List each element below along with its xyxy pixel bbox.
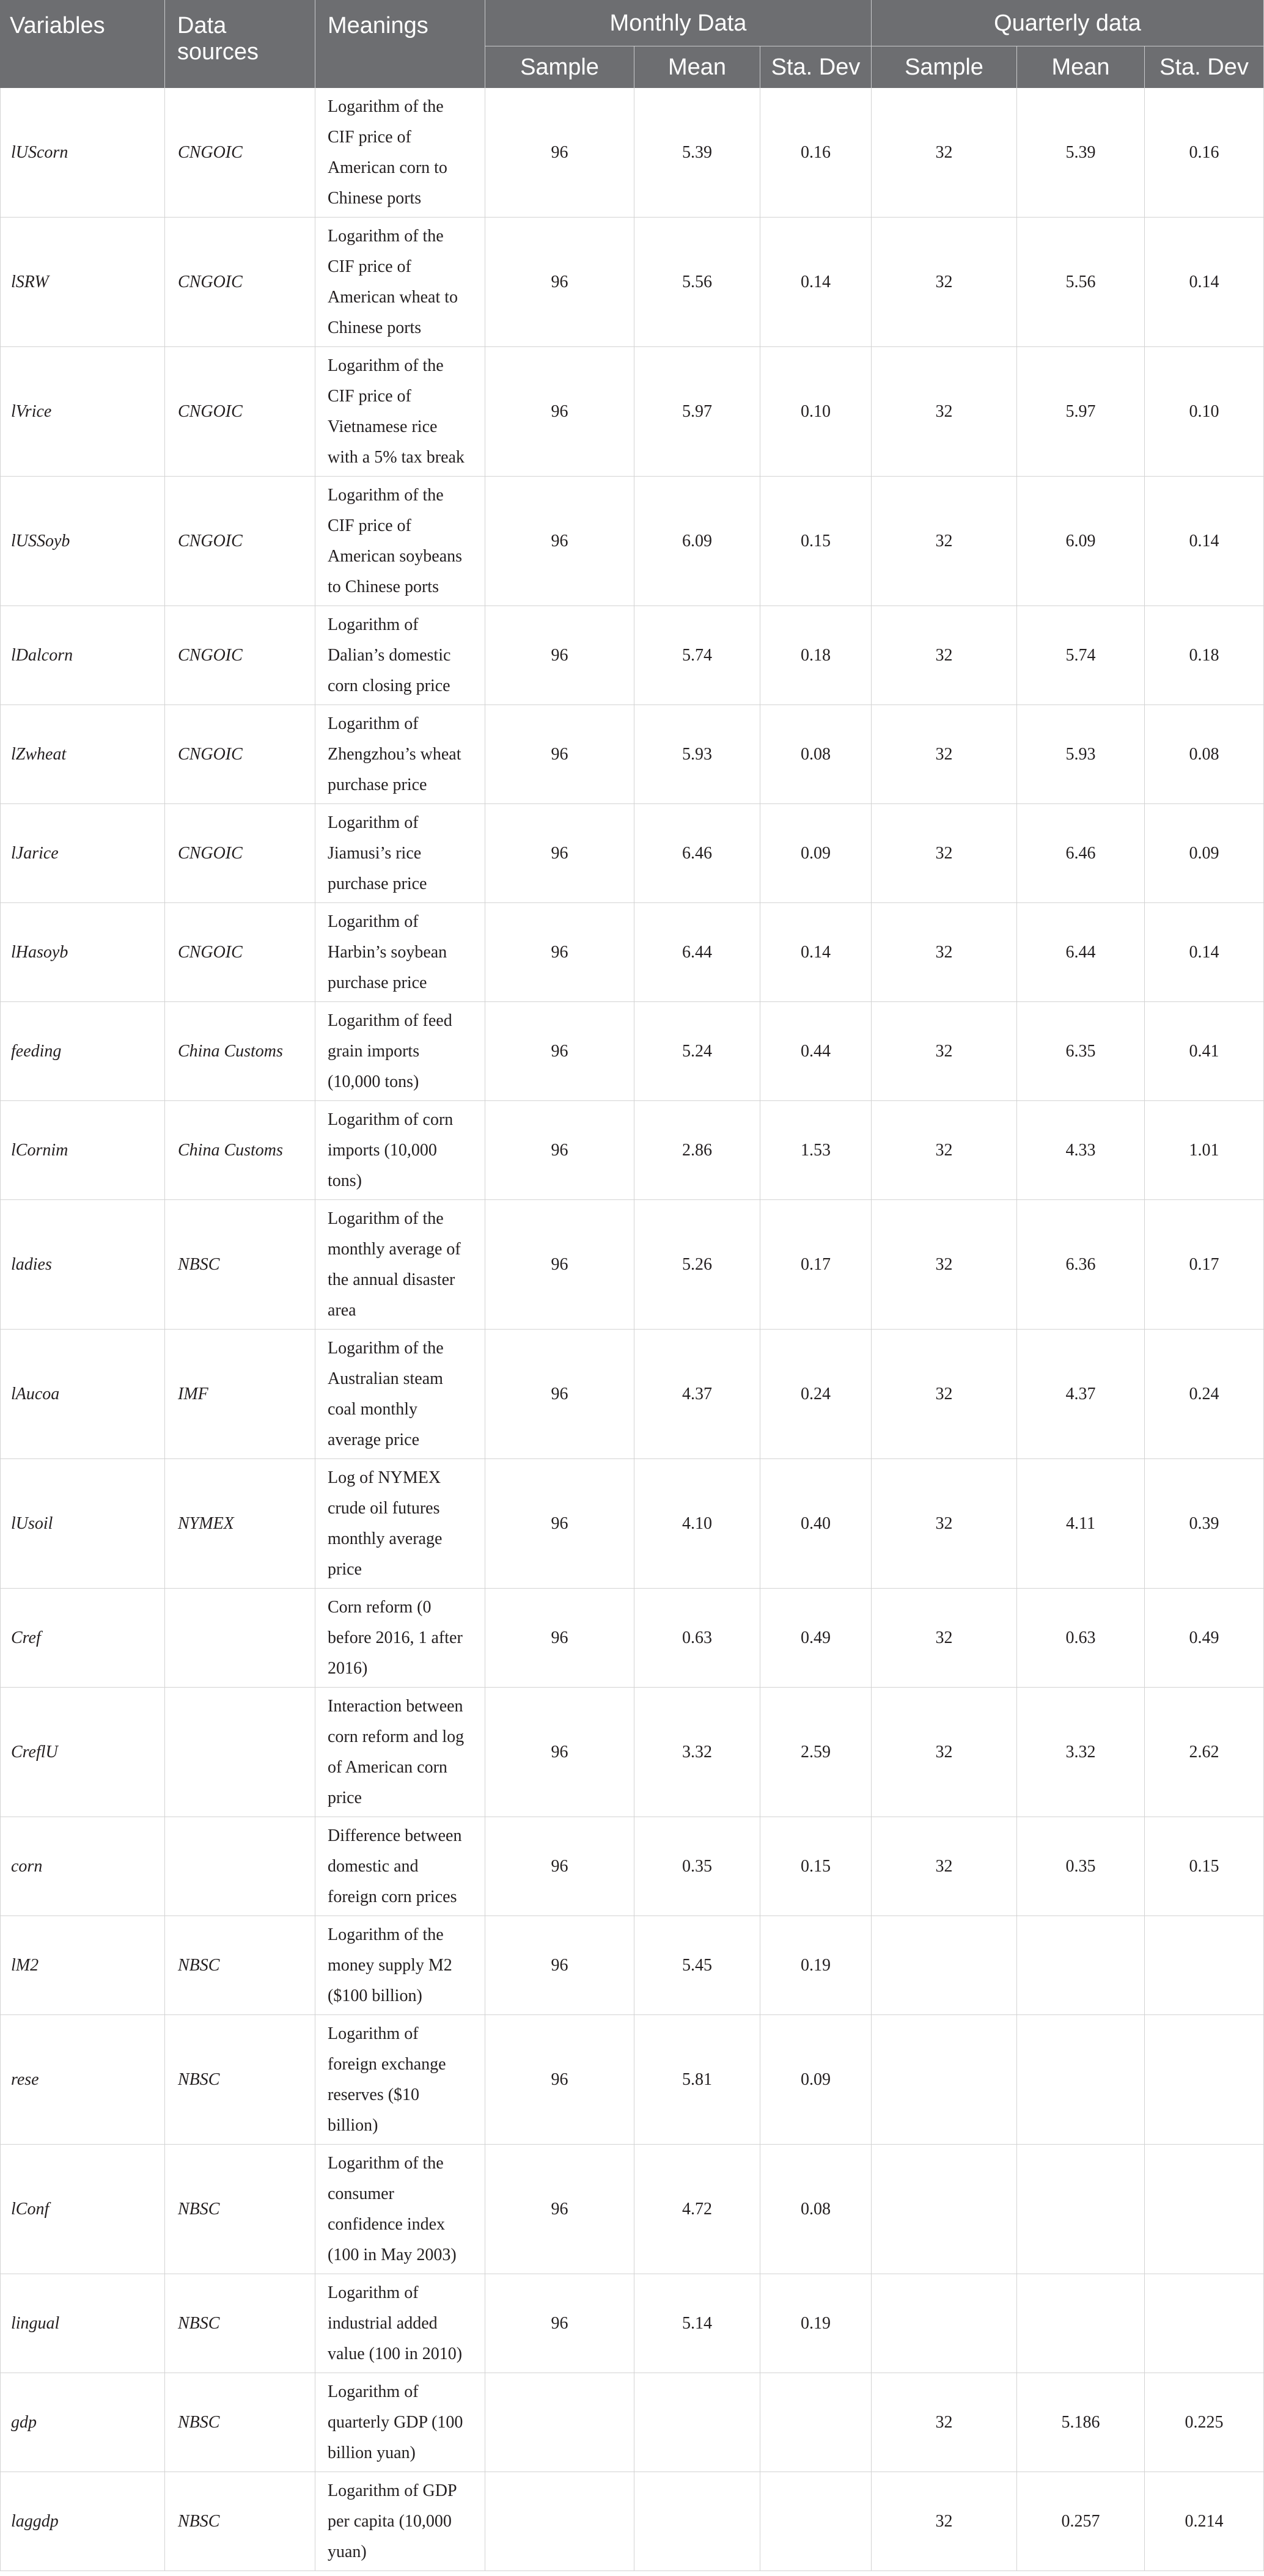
variable-cell: lHasoyb — [0, 903, 165, 1001]
monthly-std-dev-cell: 0.15 — [760, 1817, 872, 1916]
table-row — [0, 2373, 1264, 2472]
meaning-cell: Corn reform (0 before 2016, 1 after 2016) — [315, 1589, 485, 1687]
quarterly-sample-cell: 32 — [872, 477, 1017, 606]
monthly-sample-cell: 96 — [485, 218, 634, 346]
monthly-sample-cell: 96 — [485, 606, 634, 704]
variable-cell: feeding — [0, 1002, 165, 1100]
data-source-cell: CNGOIC — [165, 347, 315, 476]
monthly-mean-cell — [634, 2373, 760, 2472]
monthly-mean-cell: 5.14 — [634, 2274, 760, 2373]
monthly-mean-cell: 5.39 — [634, 88, 760, 217]
quarterly-mean-cell: 0.35 — [1017, 1817, 1145, 1916]
meaning-cell: Logarithm of Dalian’s domestic corn closing price — [315, 606, 485, 704]
meaning-cell: Logarithm of the consumer confidence index (100 in May 2003) — [315, 2145, 485, 2274]
table-row — [0, 2145, 1264, 2274]
table-row — [0, 1916, 1264, 2015]
quarterly-mean-cell: 6.36 — [1017, 1200, 1145, 1329]
meaning-cell: Logarithm of corn imports (10,000 tons) — [315, 1101, 485, 1199]
monthly-sample-cell: 96 — [485, 1688, 634, 1817]
quarterly-std-dev-cell: 0.14 — [1145, 218, 1264, 346]
quarterly-mean-cell: 3.32 — [1017, 1688, 1145, 1817]
quarterly-std-dev-cell: 0.41 — [1145, 1002, 1264, 1100]
variable-cell: lCornim — [0, 1101, 165, 1199]
quarterly-sample-cell: 32 — [872, 804, 1017, 902]
quarterly-sample-cell — [872, 2274, 1017, 2373]
monthly-std-dev-cell: 2.59 — [760, 1688, 872, 1817]
monthly-std-dev-cell: 0.19 — [760, 2274, 872, 2373]
quarterly-sample-cell: 32 — [872, 218, 1017, 346]
quarterly-sample-cell — [872, 1916, 1017, 2014]
quarterly-std-dev-cell — [1145, 2015, 1264, 2144]
quarterly-std-dev-cell: 0.15 — [1145, 1817, 1264, 1916]
monthly-mean-cell: 4.10 — [634, 1459, 760, 1588]
quarterly-sample-cell: 32 — [872, 1200, 1017, 1329]
data-source-cell: NBSC — [165, 1200, 315, 1329]
monthly-mean-cell — [634, 2472, 760, 2571]
variable-cell: lDalcorn — [0, 606, 165, 704]
table-row — [0, 1330, 1264, 1459]
meaning-cell: Logarithm of the CIF price of American soybeans to Chinese ports — [315, 477, 485, 606]
data-source-cell: CNGOIC — [165, 218, 315, 346]
monthly-mean-cell: 6.44 — [634, 903, 760, 1001]
monthly-std-dev-cell: 0.09 — [760, 804, 872, 902]
quarterly-sample-cell: 32 — [872, 1589, 1017, 1687]
table-row — [0, 1002, 1264, 1101]
monthly-sample-cell: 96 — [485, 1002, 634, 1100]
table-row — [0, 1101, 1264, 1200]
monthly-sample-cell: 96 — [485, 1200, 634, 1329]
data-source-cell: CNGOIC — [165, 606, 315, 704]
variable-cell: lUsoil — [0, 1459, 165, 1588]
table-row — [0, 2472, 1264, 2571]
header-variables: Variables — [0, 0, 165, 88]
quarterly-std-dev-cell — [1145, 2274, 1264, 2373]
meaning-cell: Logarithm of Harbin’s soybean purchase price — [315, 903, 485, 1001]
quarterly-mean-cell — [1017, 2145, 1145, 2274]
quarterly-sample-cell: 32 — [872, 606, 1017, 704]
meaning-cell: Logarithm of GDP per capita (10,000 yuan) — [315, 2472, 485, 2571]
quarterly-sample-cell: 32 — [872, 2373, 1017, 2472]
monthly-mean-cell: 5.97 — [634, 347, 760, 476]
quarterly-mean-cell: 5.186 — [1017, 2373, 1145, 2472]
meaning-cell: Interaction between corn reform and log of American corn price — [315, 1688, 485, 1817]
quarterly-sample-cell: 32 — [872, 1002, 1017, 1100]
monthly-std-dev-cell: 0.10 — [760, 347, 872, 476]
monthly-mean-cell: 2.86 — [634, 1101, 760, 1199]
data-source-cell: NBSC — [165, 2373, 315, 2472]
quarterly-sample-cell: 32 — [872, 705, 1017, 803]
monthly-sample-cell: 96 — [485, 1101, 634, 1199]
meaning-cell: Logarithm of the CIF price of American corn to Chinese ports — [315, 88, 485, 217]
monthly-sample-cell: 96 — [485, 1817, 634, 1916]
header-monthly-std-dev: Sta. Dev — [760, 46, 872, 88]
meaning-cell: Logarithm of feed grain imports (10,000 tons) — [315, 1002, 485, 1100]
quarterly-std-dev-cell: 0.214 — [1145, 2472, 1264, 2571]
variable-cell: laggdp — [0, 2472, 165, 2571]
meaning-cell: Logarithm of industrial added value (100 in 2010) — [315, 2274, 485, 2373]
header-monthly-sample: Sample — [485, 46, 634, 88]
variable-cell: CreflU — [0, 1688, 165, 1817]
table-row — [0, 705, 1264, 804]
header-meanings: Meanings — [315, 0, 485, 88]
monthly-sample-cell: 96 — [485, 2145, 634, 2274]
header-quarterly-sample: Sample — [872, 46, 1017, 88]
monthly-sample-cell: 96 — [485, 477, 634, 606]
monthly-std-dev-cell: 0.09 — [760, 2015, 872, 2144]
monthly-std-dev-cell: 0.18 — [760, 606, 872, 704]
table-row — [0, 1459, 1264, 1589]
monthly-sample-cell: 96 — [485, 1916, 634, 2014]
meaning-cell: Logarithm of the CIF price of American wheat to Chinese ports — [315, 218, 485, 346]
monthly-std-dev-cell: 0.16 — [760, 88, 872, 217]
variable-cell: lConf — [0, 2145, 165, 2274]
quarterly-mean-cell: 6.35 — [1017, 1002, 1145, 1100]
table-body — [0, 88, 1264, 2571]
quarterly-sample-cell — [872, 2015, 1017, 2144]
monthly-mean-cell: 6.46 — [634, 804, 760, 902]
monthly-sample-cell: 96 — [485, 2015, 634, 2144]
table-header — [0, 0, 1264, 88]
quarterly-mean-cell: 5.97 — [1017, 347, 1145, 476]
quarterly-sample-cell: 32 — [872, 2472, 1017, 2571]
monthly-mean-cell: 6.09 — [634, 477, 760, 606]
quarterly-std-dev-cell: 0.49 — [1145, 1589, 1264, 1687]
quarterly-sample-cell: 32 — [872, 347, 1017, 476]
monthly-std-dev-cell: 0.24 — [760, 1330, 872, 1458]
meaning-cell: Logarithm of Zhengzhou’s wheat purchase price — [315, 705, 485, 803]
header-quarterly-data: Quarterly data — [872, 0, 1264, 46]
monthly-sample-cell: 96 — [485, 1589, 634, 1687]
header-quarterly-std-dev: Sta. Dev — [1145, 46, 1264, 88]
monthly-sample-cell — [485, 2472, 634, 2571]
meaning-cell: Logarithm of the CIF price of Vietnamese rice with a 5% tax break — [315, 347, 485, 476]
monthly-sample-cell: 96 — [485, 2274, 634, 2373]
monthly-sample-cell: 96 — [485, 903, 634, 1001]
quarterly-std-dev-cell — [1145, 1916, 1264, 2014]
monthly-mean-cell: 5.24 — [634, 1002, 760, 1100]
data-source-cell: CNGOIC — [165, 705, 315, 803]
monthly-mean-cell: 3.32 — [634, 1688, 760, 1817]
data-source-cell — [165, 1589, 315, 1687]
quarterly-std-dev-cell: 0.16 — [1145, 88, 1264, 217]
table-row — [0, 218, 1264, 347]
table-row — [0, 903, 1264, 1002]
variable-cell: lAucoa — [0, 1330, 165, 1458]
quarterly-mean-cell: 6.09 — [1017, 477, 1145, 606]
data-source-cell — [165, 1688, 315, 1817]
table-row — [0, 477, 1264, 606]
monthly-mean-cell: 5.56 — [634, 218, 760, 346]
variable-cell: corn — [0, 1817, 165, 1916]
data-source-cell: China Customs — [165, 1002, 315, 1100]
variable-cell: lUScorn — [0, 88, 165, 217]
table-row — [0, 606, 1264, 705]
table-row — [0, 88, 1264, 218]
quarterly-std-dev-cell: 1.01 — [1145, 1101, 1264, 1199]
quarterly-sample-cell: 32 — [872, 88, 1017, 217]
variable-cell: gdp — [0, 2373, 165, 2472]
meaning-cell: Logarithm of foreign exchange reserves ($10 billion) — [315, 2015, 485, 2144]
data-source-cell: CNGOIC — [165, 804, 315, 902]
monthly-sample-cell: 96 — [485, 1330, 634, 1458]
monthly-std-dev-cell: 0.15 — [760, 477, 872, 606]
monthly-std-dev-cell: 1.53 — [760, 1101, 872, 1199]
quarterly-mean-cell: 5.39 — [1017, 88, 1145, 217]
monthly-mean-cell: 5.26 — [634, 1200, 760, 1329]
monthly-mean-cell: 0.63 — [634, 1589, 760, 1687]
quarterly-std-dev-cell: 0.09 — [1145, 804, 1264, 902]
quarterly-sample-cell: 32 — [872, 1101, 1017, 1199]
monthly-mean-cell: 5.93 — [634, 705, 760, 803]
meaning-cell: Logarithm of the monthly average of the annual disaster area — [315, 1200, 485, 1329]
quarterly-std-dev-cell: 0.08 — [1145, 705, 1264, 803]
quarterly-std-dev-cell: 0.24 — [1145, 1330, 1264, 1458]
quarterly-mean-cell: 4.33 — [1017, 1101, 1145, 1199]
meaning-cell: Logarithm of the Australian steam coal monthly average price — [315, 1330, 485, 1458]
monthly-sample-cell: 96 — [485, 347, 634, 476]
data-source-cell: CNGOIC — [165, 903, 315, 1001]
quarterly-mean-cell: 6.44 — [1017, 903, 1145, 1001]
quarterly-sample-cell: 32 — [872, 1817, 1017, 1916]
quarterly-mean-cell: 0.63 — [1017, 1589, 1145, 1687]
variable-cell: rese — [0, 2015, 165, 2144]
table-row — [0, 1817, 1264, 1916]
quarterly-mean-cell: 4.11 — [1017, 1459, 1145, 1588]
table-row — [0, 1200, 1264, 1330]
table-row — [0, 1688, 1264, 1817]
monthly-std-dev-cell: 0.14 — [760, 218, 872, 346]
variable-cell: ladies — [0, 1200, 165, 1329]
data-source-cell: NBSC — [165, 2015, 315, 2144]
variable-cell: lM2 — [0, 1916, 165, 2014]
data-source-cell: NBSC — [165, 1916, 315, 2014]
quarterly-mean-cell — [1017, 2274, 1145, 2373]
monthly-std-dev-cell — [760, 2373, 872, 2472]
monthly-mean-cell: 4.72 — [634, 2145, 760, 2274]
variable-cell: lUSSoyb — [0, 477, 165, 606]
variable-cell: Cref — [0, 1589, 165, 1687]
data-source-cell: IMF — [165, 1330, 315, 1458]
monthly-sample-cell: 96 — [485, 705, 634, 803]
variable-cell: lSRW — [0, 218, 165, 346]
monthly-sample-cell — [485, 2373, 634, 2472]
data-source-cell: NBSC — [165, 2145, 315, 2274]
meaning-cell: Logarithm of Jiamusi’s rice purchase price — [315, 804, 485, 902]
quarterly-std-dev-cell: 0.18 — [1145, 606, 1264, 704]
monthly-std-dev-cell: 0.17 — [760, 1200, 872, 1329]
data-source-cell: NBSC — [165, 2472, 315, 2571]
quarterly-mean-cell: 0.257 — [1017, 2472, 1145, 2571]
meaning-cell: Log of NYMEX crude oil futures monthly average price — [315, 1459, 485, 1588]
header-monthly-data: Monthly Data — [485, 0, 872, 46]
table-row — [0, 347, 1264, 477]
data-source-cell: NBSC — [165, 2274, 315, 2373]
quarterly-mean-cell: 4.37 — [1017, 1330, 1145, 1458]
quarterly-std-dev-cell: 0.10 — [1145, 347, 1264, 476]
quarterly-mean-cell: 5.74 — [1017, 606, 1145, 704]
monthly-std-dev-cell: 0.19 — [760, 1916, 872, 2014]
monthly-mean-cell: 5.81 — [634, 2015, 760, 2144]
data-source-cell: China Customs — [165, 1101, 315, 1199]
variable-cell: lZwheat — [0, 705, 165, 803]
quarterly-mean-cell: 6.46 — [1017, 804, 1145, 902]
quarterly-mean-cell — [1017, 1916, 1145, 2014]
variable-cell: lVrice — [0, 347, 165, 476]
header-monthly-mean: Mean — [634, 46, 760, 88]
quarterly-sample-cell: 32 — [872, 1330, 1017, 1458]
monthly-std-dev-cell: 0.44 — [760, 1002, 872, 1100]
monthly-mean-cell: 4.37 — [634, 1330, 760, 1458]
quarterly-std-dev-cell: 0.14 — [1145, 903, 1264, 1001]
monthly-std-dev-cell — [760, 2472, 872, 2571]
quarterly-std-dev-cell: 2.62 — [1145, 1688, 1264, 1817]
quarterly-std-dev-cell: 0.225 — [1145, 2373, 1264, 2472]
table-row — [0, 2015, 1264, 2145]
monthly-sample-cell: 96 — [485, 804, 634, 902]
variable-cell: lJarice — [0, 804, 165, 902]
quarterly-sample-cell: 32 — [872, 903, 1017, 1001]
quarterly-std-dev-cell — [1145, 2145, 1264, 2274]
table-row — [0, 1589, 1264, 1688]
variable-cell: lingual — [0, 2274, 165, 2373]
quarterly-sample-cell: 32 — [872, 1459, 1017, 1588]
data-source-cell: CNGOIC — [165, 477, 315, 606]
quarterly-std-dev-cell: 0.39 — [1145, 1459, 1264, 1588]
quarterly-sample-cell: 32 — [872, 1688, 1017, 1817]
monthly-mean-cell: 0.35 — [634, 1817, 760, 1916]
quarterly-std-dev-cell: 0.14 — [1145, 477, 1264, 606]
quarterly-mean-cell: 5.56 — [1017, 218, 1145, 346]
table-row — [0, 804, 1264, 903]
meaning-cell: Logarithm of quarterly GDP (100 billion yuan) — [315, 2373, 485, 2472]
meaning-cell: Logarithm of the money supply M2 ($100 billion) — [315, 1916, 485, 2014]
quarterly-std-dev-cell: 0.17 — [1145, 1200, 1264, 1329]
header-data-sources: Data sources — [165, 0, 315, 88]
quarterly-mean-cell: 5.93 — [1017, 705, 1145, 803]
quarterly-sample-cell — [872, 2145, 1017, 2274]
header-quarterly-mean: Mean — [1017, 46, 1145, 88]
monthly-std-dev-cell: 0.08 — [760, 705, 872, 803]
monthly-std-dev-cell: 0.40 — [760, 1459, 872, 1588]
meaning-cell: Difference between domestic and foreign corn prices — [315, 1817, 485, 1916]
monthly-std-dev-cell: 0.14 — [760, 903, 872, 1001]
monthly-sample-cell: 96 — [485, 88, 634, 217]
monthly-std-dev-cell: 0.08 — [760, 2145, 872, 2274]
monthly-sample-cell: 96 — [485, 1459, 634, 1588]
data-source-cell: NYMEX — [165, 1459, 315, 1588]
data-source-cell — [165, 1817, 315, 1916]
monthly-mean-cell: 5.45 — [634, 1916, 760, 2014]
monthly-std-dev-cell: 0.49 — [760, 1589, 872, 1687]
data-source-cell: CNGOIC — [165, 88, 315, 217]
table-row — [0, 2274, 1264, 2373]
quarterly-mean-cell — [1017, 2015, 1145, 2144]
monthly-mean-cell: 5.74 — [634, 606, 760, 704]
